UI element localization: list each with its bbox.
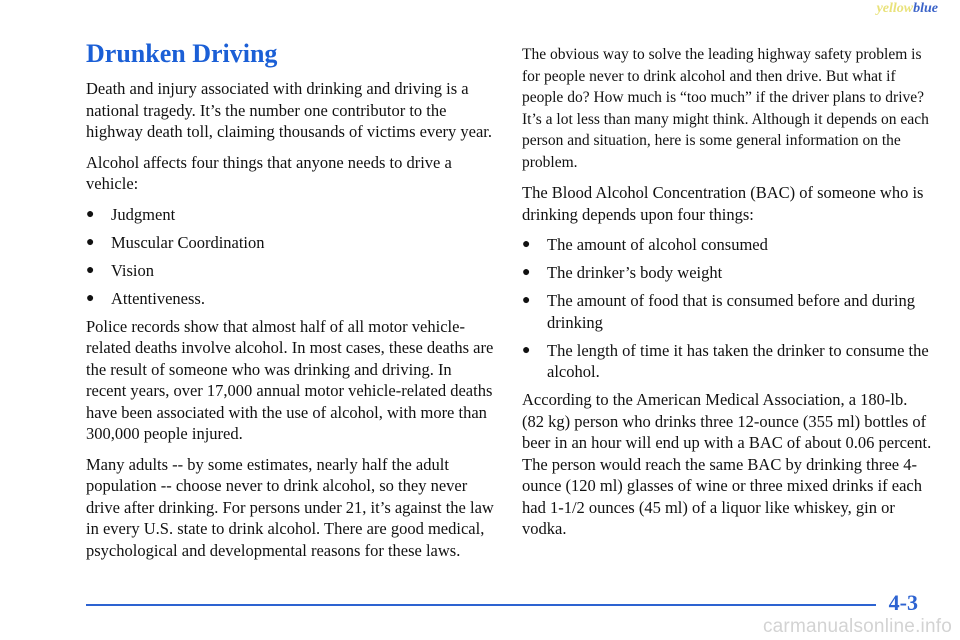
- watermark: carmanualsonline.info: [762, 616, 952, 637]
- paragraph: Death and injury associated with drinking and driving is a national tragedy. It’s the number one contributor to the highway death toll, claiming thousands of victims every year.: [86, 79, 492, 141]
- list-item-text: The length of time it has taken the drinker to consume the alcohol.: [547, 340, 929, 381]
- right-column: [522, 44, 932, 549]
- list-item: [522, 340, 932, 383]
- bullet-icon: ●: [86, 262, 95, 278]
- paragraph: Police records show that almost half of all motor vehicle-related deaths involve alcohol. In most cases, these deaths are the result of someone who was drinking and driving. In recent years, over 17,000 annual motor vehicle-related deaths have been associated with the use of alcohol, with more than 300,000 people injured.: [86, 316, 494, 443]
- footer-rule: [86, 604, 876, 606]
- bullet-icon: ●: [86, 206, 95, 222]
- list-item: [86, 260, 496, 282]
- list-item-text: Judgment: [111, 204, 176, 224]
- bullet-icon: ●: [86, 234, 95, 250]
- paragraph: The obvious way to solve the leading highway safety problem is for people never to drink alcohol and then drive. But what if people do? How much is “too much” if the driver plans to drive? It’s a lot less than many might think. Although it depends on each person and situation, here is some general information on the problem.: [522, 46, 929, 171]
- list-item-text: Attentiveness.: [111, 288, 205, 308]
- list-item-text: The drinker’s body weight: [547, 263, 723, 282]
- list-item: [522, 290, 932, 333]
- color-tag-yellow: yellow: [876, 1, 914, 16]
- paragraph: Alcohol affects four things that anyone needs to drive a vehicle:: [86, 152, 452, 193]
- list-item: [522, 234, 932, 256]
- color-tag-blue: blue: [913, 1, 938, 16]
- section-title: Drunken Driving: [86, 39, 278, 68]
- left-column: [86, 36, 496, 570]
- list-item: [522, 262, 932, 284]
- bullet-icon: ●: [522, 237, 531, 252]
- list-item: [86, 232, 496, 254]
- bullet-icon: ●: [86, 290, 95, 306]
- paragraph: According to the American Medical Association, a 180-lb. (82 kg) person who drinks three 12-ounce (355 ml) bottles of beer in an hour will end up with a BAC of about 0.06 percent. The person would reach the same BAC by drinking three 4-ounce (120 ml) glasses of wine or three mixed drinks if each had 1-1/2 ounces (45 ml) of a liquor like whiskey, gin or vodka.: [522, 390, 932, 538]
- bullet-icon: ●: [522, 293, 531, 308]
- list-item-text: The amount of alcohol consumed: [547, 235, 768, 254]
- list-item-text: Muscular Coordination: [111, 232, 265, 252]
- paragraph: Many adults -- by some estimates, nearly half the adult population -- choose never to drink alcohol, so they never drive after drinking. For persons under 21, it’s against the law in every U.S. state to drink alcohol. There are good medical, psychological and developmental reasons for these laws.: [86, 454, 494, 560]
- list-item-text: Vision: [111, 260, 155, 280]
- list-item: [86, 288, 496, 310]
- color-tag: [877, 1, 938, 17]
- page-number: 4-3: [888, 590, 918, 615]
- list-item: [86, 204, 496, 226]
- bullet-icon: ●: [522, 265, 531, 280]
- bullet-list: [522, 234, 932, 383]
- bullet-icon: ●: [522, 342, 531, 358]
- list-item-text: The amount of food that is consumed before and during drinking: [547, 291, 915, 332]
- bullet-list: [86, 204, 496, 310]
- paragraph: The Blood Alcohol Concentration (BAC) of someone who is drinking depends upon four things:: [522, 183, 924, 224]
